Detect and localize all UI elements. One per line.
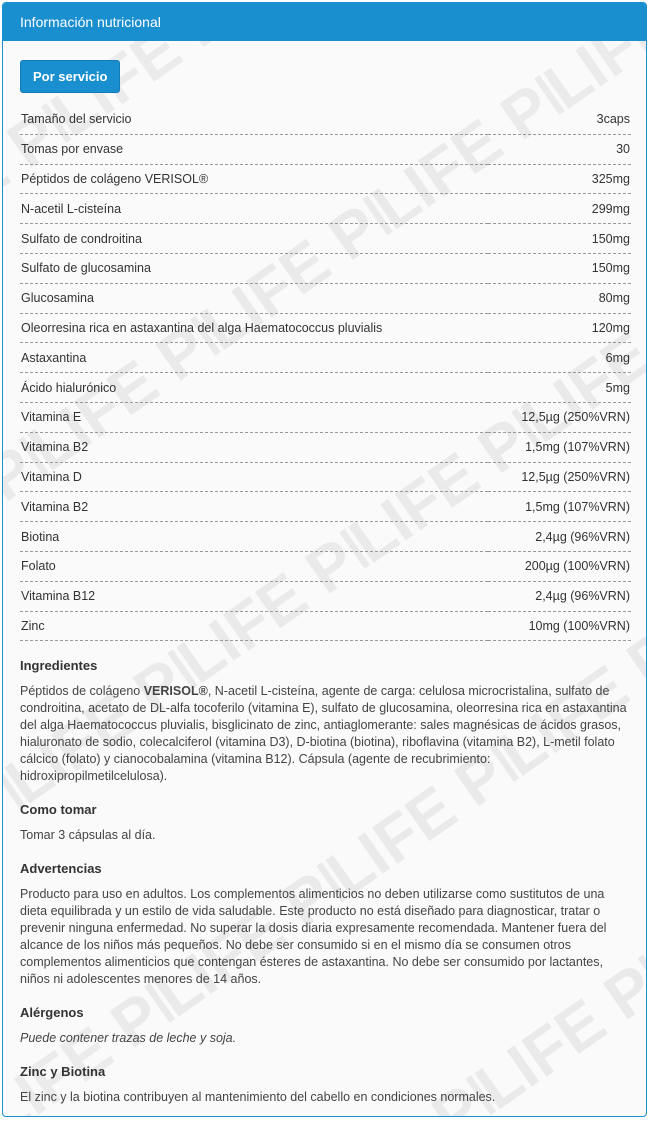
warnings-heading: Advertencias	[20, 861, 102, 877]
nutrient-name: Vitamina E	[20, 402, 488, 432]
nutrient-name: Tamaño del servicio	[20, 105, 488, 134]
nutrient-name: Folato	[20, 551, 488, 581]
nutrient-name: N-acetil L-cisteína	[20, 194, 488, 224]
nutrient-name: Péptidos de colágeno VERISOL®	[20, 164, 488, 194]
nutrient-name: Astaxantina	[20, 343, 488, 373]
nutrient-value: 2,4µg (96%VRN)	[488, 581, 631, 611]
nutrient-value: 6mg	[488, 343, 631, 373]
nutrient-value: 80mg	[488, 283, 631, 313]
table-row	[20, 253, 631, 283]
nutrient-name: Oleorresina rica en astaxantina del alga Haematococcus pluvialis	[20, 313, 488, 343]
nutrient-value: 120mg	[488, 313, 631, 343]
nutrient-name: Sulfato de condroitina	[20, 224, 488, 254]
nutrient-name: Glucosamina	[20, 283, 488, 313]
nutrient-value: 150mg	[488, 224, 631, 254]
table-row	[20, 551, 631, 581]
nutrient-value: 325mg	[488, 164, 631, 194]
table-row	[20, 313, 631, 343]
nutrient-value: 1,5mg (107%VRN)	[488, 432, 631, 462]
table-row	[20, 611, 631, 641]
nutrient-name: Zinc	[20, 611, 488, 641]
nutrient-name: Sulfato de glucosamina	[20, 253, 488, 283]
allergens-text: Puede contener trazas de leche y soja.	[20, 1031, 237, 1046]
usage-heading: Como tomar	[20, 802, 97, 818]
nutrient-value: 30	[488, 134, 631, 164]
table-row	[20, 194, 631, 224]
tab-per-serving[interactable]: Por servicio	[20, 60, 120, 93]
warnings-text: Producto para uso en adultos. Los complementos alimenticios no deben utilizarse como sustitutos de una dieta equilibrada y un estilo de vida saludable. Este producto no está diseñado para diagnosticar, tratar o prevenir ninguna enfermedad. No superar la dosis diaria expresamente recomendada. Mantener fuera del alcance de los niños más pequeños. No debe ser consumido si en el mismo día se consumen otros complementos alimenticios que contengan ésteres de astaxantina. No debe ser consumido por lactantes, niños ni adolescentes menores de 14 años.	[20, 887, 607, 987]
panel-title: Información nutricional	[3, 3, 646, 41]
nutrient-value: 150mg	[488, 253, 631, 283]
table-row	[20, 134, 631, 164]
nutrient-name: Ácido hialurónico	[20, 373, 488, 403]
table-row	[20, 402, 631, 432]
allergens-heading: Alérgenos	[20, 1005, 84, 1021]
table-row	[20, 492, 631, 522]
nutrient-value: 2,4µg (96%VRN)	[488, 522, 631, 552]
table-row	[20, 224, 631, 254]
nutrient-name: Vitamina B2	[20, 432, 488, 462]
table-row	[20, 581, 631, 611]
nutrient-name: Vitamina B12	[20, 581, 488, 611]
table-row	[20, 283, 631, 313]
table-row	[20, 462, 631, 492]
nutrient-name: Vitamina B2	[20, 492, 488, 522]
table-row	[20, 432, 631, 462]
nutrient-name: Tomas por envase	[20, 134, 488, 164]
nutrition-table	[20, 105, 631, 641]
nutrient-value: 10mg (100%VRN)	[488, 611, 631, 641]
table-row	[20, 105, 631, 134]
nutrient-value: 1,5mg (107%VRN)	[488, 492, 631, 522]
table-row	[20, 164, 631, 194]
nutrient-value: 12,5µg (250%VRN)	[488, 462, 631, 492]
ingredients-heading: Ingredientes	[20, 658, 98, 674]
claims-text: El zinc y la biotina contribuyen al mantenimiento del cabello en condiciones normales.	[20, 1090, 496, 1105]
nutrient-value: 12,5µg (250%VRN)	[488, 402, 631, 432]
nutrient-value: 5mg	[488, 373, 631, 403]
ingredients-text: Péptidos de colágeno VERISOL®, N-acetil L-cisteína, agente de carga: celulosa microcristalina, sulfato de condroitina, acetato de DL-alfa tocoferilo (vitamina E), sulfato de glucosamina, oleorresina rica en astaxantina del alga Haematococcus pluvialis, bisglicinato de zinc, antiaglomerante: sales magnésicas de ácidos grasos, hialuronato de sodio, colecalciferol (vitamina D3), D-biotina (biotina), riboflavina (vitamina B2), L-metil folato cálcico (folato) y cianocobalamina (vitamina B12). Cápsula (agente de recubrimiento: hidroxipropilmetilcelulosa).	[20, 684, 627, 784]
nutrient-name: Biotina	[20, 522, 488, 552]
table-row	[20, 343, 631, 373]
nutrient-value: 299mg	[488, 194, 631, 224]
nutrition-panel	[2, 2, 647, 1117]
table-row	[20, 522, 631, 552]
nutrient-name: Vitamina D	[20, 462, 488, 492]
nutrient-value: 3caps	[488, 105, 631, 134]
verisol-brand: VERISOL®	[143, 684, 208, 699]
table-row	[20, 373, 631, 403]
usage-text: Tomar 3 cápsulas al día.	[20, 828, 156, 843]
nutrient-value: 200µg (100%VRN)	[488, 551, 631, 581]
claims-heading: Zinc y Biotina	[20, 1064, 106, 1080]
